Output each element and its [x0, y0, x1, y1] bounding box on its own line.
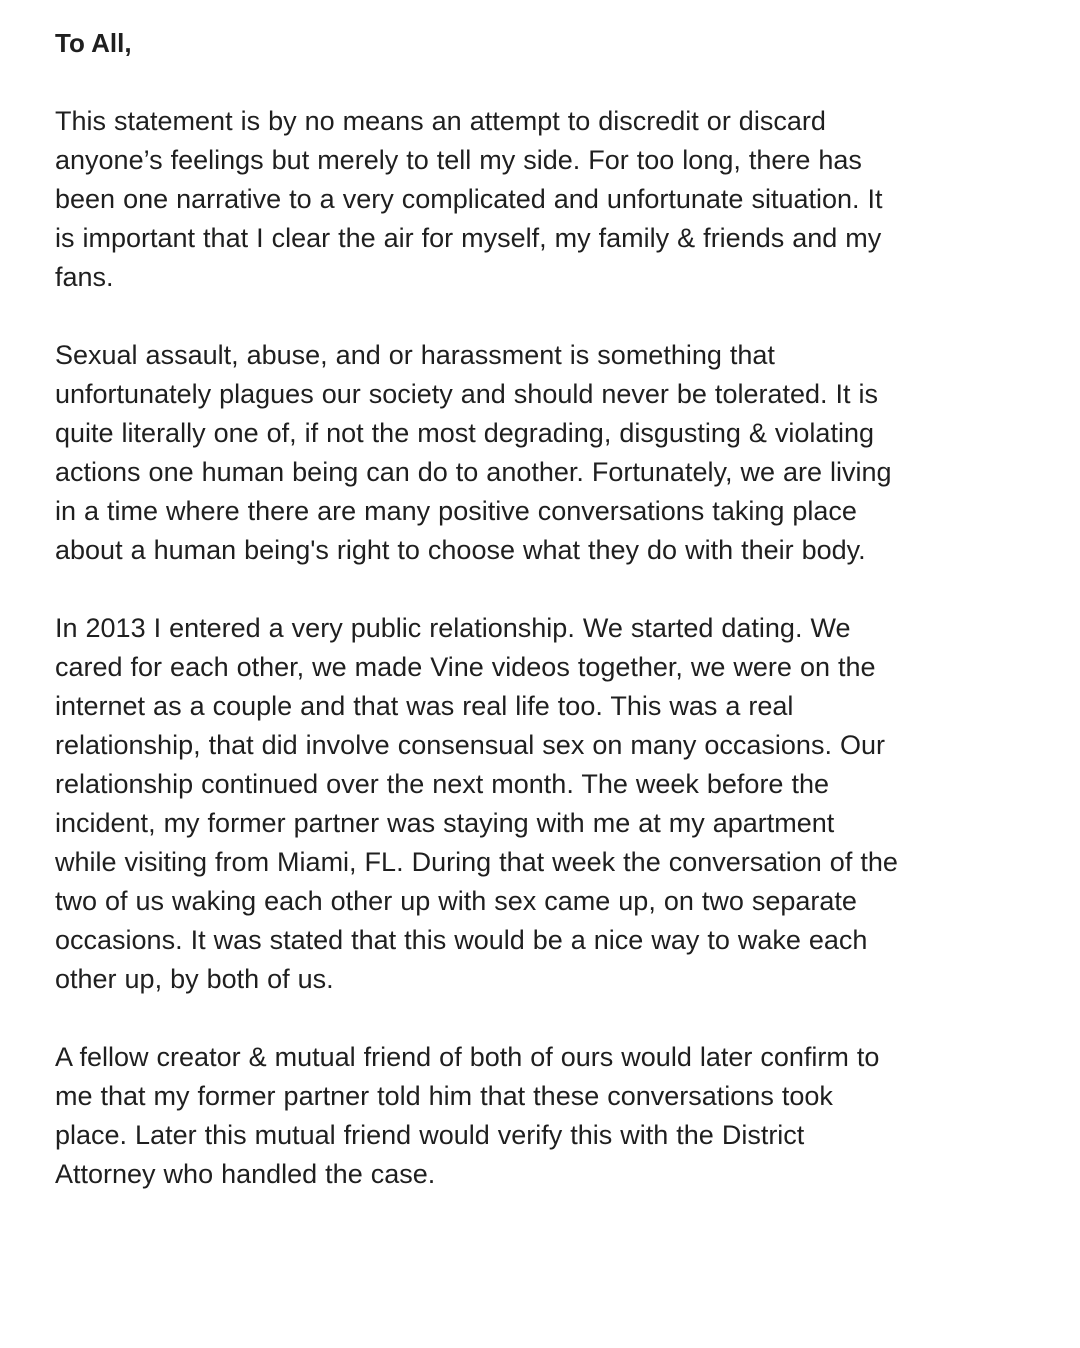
paragraph-2 — [55, 336, 1040, 570]
text-line: been one narrative to a very complicated and unfortunate situation. It — [55, 184, 883, 214]
text-line: relationship, that did involve consensual sex on many occasions. Our — [55, 730, 885, 760]
paragraph-1 — [55, 102, 1040, 297]
text-line: A fellow creator & mutual friend of both of ours would later confirm to — [55, 1042, 880, 1072]
text-line: other up, by both of us. — [55, 964, 334, 994]
text-line: fans. — [55, 262, 114, 292]
text-line: while visiting from Miami, FL. During that week the conversation of the — [55, 847, 898, 877]
text-line: Attorney who handled the case. — [55, 1159, 436, 1189]
text-line: anyone’s feelings but merely to tell my side. For too long, there has — [55, 145, 862, 175]
text-line: quite literally one of, if not the most degrading, disgusting & violating — [55, 418, 874, 448]
text-line: cared for each other, we made Vine videos together, we were on the — [55, 652, 876, 682]
paragraph-3 — [55, 609, 1040, 999]
text-line: two of us waking each other up with sex came up, on two separate — [55, 886, 857, 916]
text-line: place. Later this mutual friend would verify this with the District — [55, 1120, 805, 1150]
text-line: internet as a couple and that was real life too. This was a real — [55, 691, 794, 721]
text-line: incident, my former partner was staying with me at my apartment — [55, 808, 835, 838]
text-line: Sexual assault, abuse, and or harassment is something that — [55, 340, 775, 370]
text-line: occasions. It was stated that this would be a nice way to wake each — [55, 925, 868, 955]
text-line: unfortunately plagues our society and should never be tolerated. It is — [55, 379, 879, 409]
text-line: actions one human being can do to another. Fortunately, we are living — [55, 457, 892, 487]
text-line: in a time where there are many positive conversations taking place — [55, 496, 857, 526]
text-line: about a human being's right to choose what they do with their body. — [55, 535, 866, 565]
text-line: In 2013 I entered a very public relationship. We started dating. We — [55, 613, 851, 643]
paragraph-4 — [55, 1038, 1040, 1194]
text-line: relationship continued over the next month. The week before the — [55, 769, 829, 799]
text-line: is important that I clear the air for myself, my family & friends and my — [55, 223, 882, 253]
text-line: This statement is by no means an attempt to discredit or discard — [55, 106, 826, 136]
statement-document — [55, 24, 1040, 1233]
text-line: me that my former partner told him that these conversations took — [55, 1081, 833, 1111]
greeting: To All, — [55, 28, 132, 58]
